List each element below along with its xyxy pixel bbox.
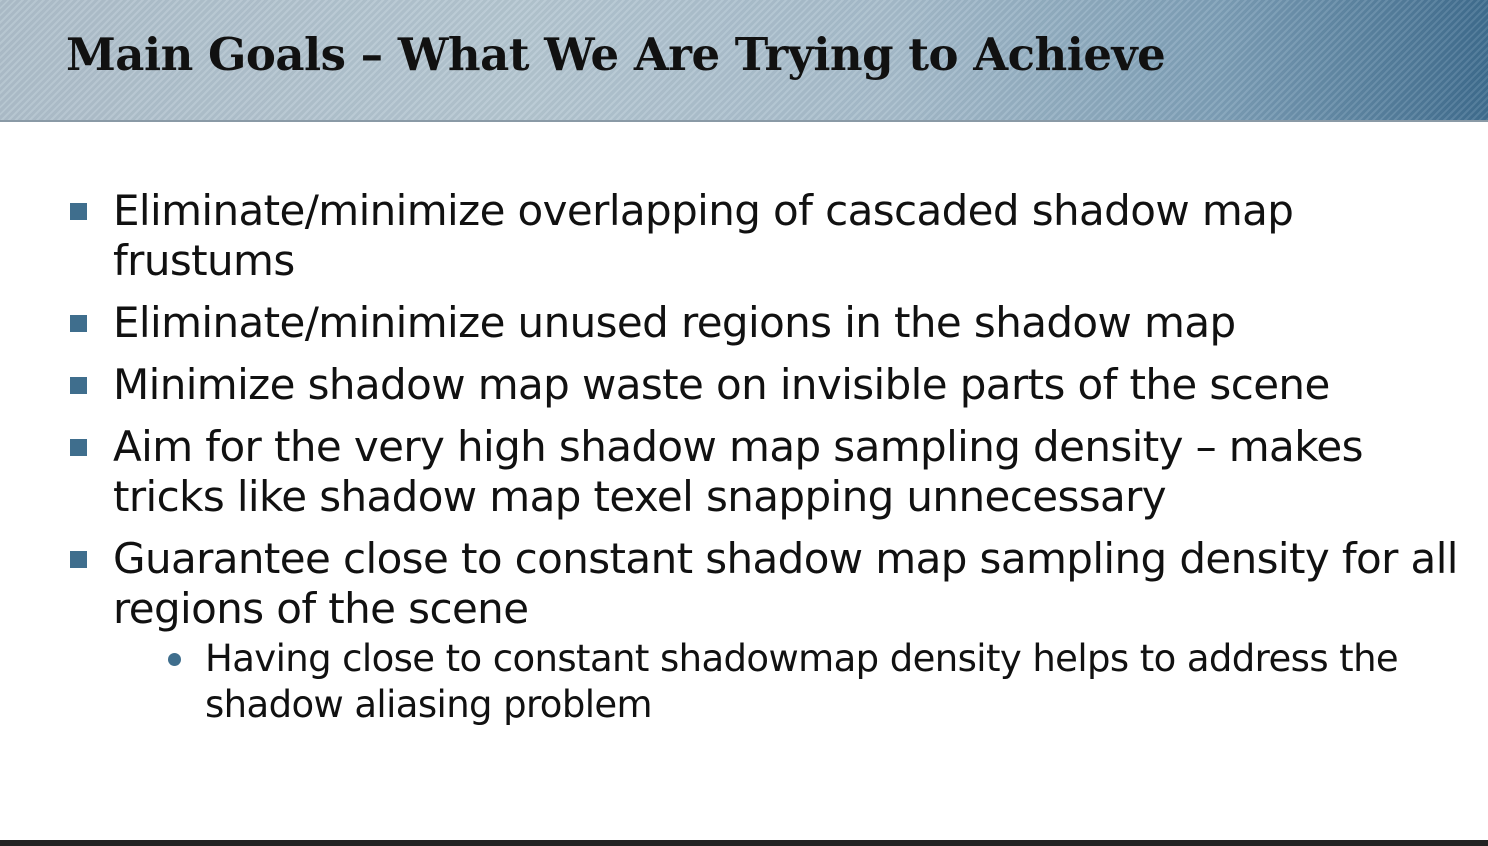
bullet-item — [68, 534, 1458, 728]
footer-bar — [0, 840, 1488, 846]
sub-bullet-item — [113, 636, 1458, 728]
slide-content — [68, 186, 1458, 740]
bullet-item — [68, 360, 1458, 410]
square-bullet-icon — [70, 315, 87, 332]
square-bullet-icon — [70, 439, 87, 456]
bullet-text: Aim for the very high shadow map sampling density – makes tricks like shadow map texel snapping unnecessary — [113, 422, 1363, 521]
bullet-text: Eliminate/minimize overlapping of cascaded shadow map frustums — [113, 186, 1294, 285]
bullet-item — [68, 422, 1458, 522]
bullet-text: Eliminate/minimize unused regions in the shadow map — [113, 298, 1236, 347]
bullet-list — [68, 186, 1458, 728]
sub-bullet-list — [113, 636, 1458, 728]
square-bullet-icon — [70, 203, 87, 220]
slide-title: Main Goals – What We Are Trying to Achieve — [66, 28, 1166, 81]
bullet-text: Guarantee close to constant shadow map sampling density for all regions of the scene — [113, 534, 1458, 633]
bullet-item — [68, 186, 1458, 286]
round-bullet-icon — [168, 653, 181, 666]
square-bullet-icon — [70, 551, 87, 568]
square-bullet-icon — [70, 377, 87, 394]
bullet-text: Minimize shadow map waste on invisible parts of the scene — [113, 360, 1330, 409]
sub-bullet-text: Having close to constant shadowmap density helps to address the shadow aliasing problem — [205, 637, 1399, 726]
title-banner — [0, 0, 1488, 122]
bullet-item — [68, 298, 1458, 348]
